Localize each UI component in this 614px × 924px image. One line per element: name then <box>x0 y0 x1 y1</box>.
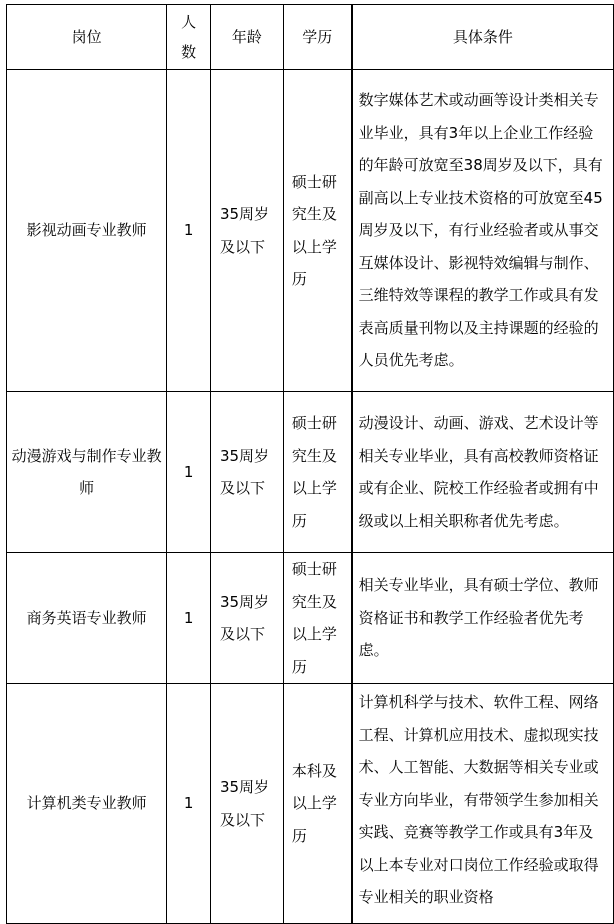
header-conditions: 具体条件 <box>352 5 614 70</box>
education-text: 硕士研究生及以上学历 <box>291 172 337 288</box>
age-text: 35周岁及以下 <box>219 592 270 643</box>
cell-conditions: 计算机科学与技术、软件工程、网络工程、计算机应用技术、虚拟现实技术、人工智能、大数据等相关专业或专业方向毕业，有带领学生参加相关实践、竞赛等教学工作或具有3年及以上本专业对口岗位工作经验或取得专业相关的职业资格 <box>352 684 614 924</box>
age-text: 35周岁及以下 <box>219 205 270 256</box>
position-text: 动漫游戏与制作专业教师 <box>11 446 162 497</box>
header-count-text: 人数 <box>181 13 197 61</box>
position-text: 商务英语专业教师 <box>26 608 147 627</box>
cell-position <box>7 392 167 553</box>
cell-education <box>283 684 351 924</box>
position-text: 影视动画专业教师 <box>26 221 147 240</box>
cell-age <box>210 684 283 924</box>
cell-count: 1 <box>167 392 211 553</box>
cell-count: 1 <box>167 70 211 392</box>
header-education: 学历 <box>283 5 351 70</box>
cell-count: 1 <box>167 553 211 684</box>
recruitment-table <box>6 4 614 924</box>
header-position: 岗位 <box>7 5 167 70</box>
cell-education <box>283 392 351 553</box>
cell-education <box>283 70 351 392</box>
cell-age <box>210 392 283 553</box>
position-text: 计算机类专业教师 <box>26 794 147 813</box>
age-text: 35周岁及以下 <box>219 446 270 497</box>
header-count <box>167 5 211 70</box>
header-age: 年龄 <box>210 5 283 70</box>
education-text: 硕士研究生及以上学历 <box>291 560 337 676</box>
cell-conditions: 数字媒体艺术或动画等设计类相关专业毕业，具有3年以上企业工作经验的年龄可放宽至38周岁及以下，具有副高以上专业技术资格的可放宽至45周岁及以下，有行业经验者或从事交互媒体设计、影视特效编辑与制作、三维特效等课程的教学工作或具有发表高质量刊物以及主持课题的经验的人员优先考虑。 <box>352 70 614 392</box>
cell-count: 1 <box>167 684 211 924</box>
table-header-row <box>7 5 614 70</box>
table-row <box>7 70 614 392</box>
cell-conditions: 相关专业毕业，具有硕士学位、教师资格证书和教学工作经验者优先考虑。 <box>352 553 614 684</box>
table-row <box>7 553 614 684</box>
education-text: 本科及以上学历 <box>291 761 337 845</box>
education-text: 硕士研究生及以上学历 <box>291 414 337 530</box>
age-text: 35周岁及以下 <box>219 778 270 829</box>
cell-position <box>7 553 167 684</box>
cell-age <box>210 553 283 684</box>
cell-position <box>7 684 167 924</box>
cell-position <box>7 70 167 392</box>
cell-conditions: 动漫设计、动画、游戏、艺术设计等相关专业毕业，具有高校教师资格证或有企业、院校工作经验者或拥有中级或以上相关职称者优先考虑。 <box>352 392 614 553</box>
cell-education <box>283 553 351 684</box>
table-row <box>7 392 614 553</box>
table-row <box>7 684 614 924</box>
cell-age <box>210 70 283 392</box>
